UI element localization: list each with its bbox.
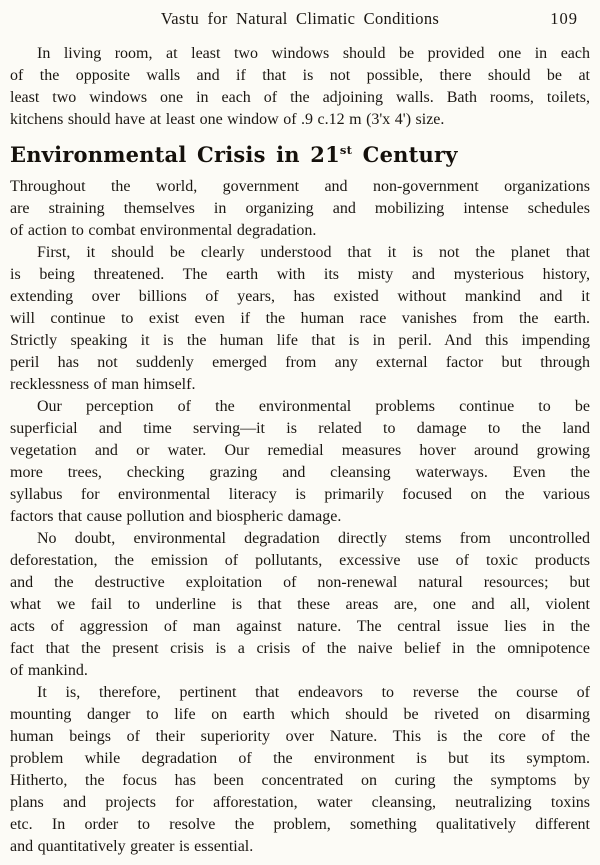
text-line: extending over billions of years, has existed without mankind and it	[10, 288, 590, 305]
text-line: will continue to exist even if the human race vanishes from the earth.	[10, 310, 590, 327]
paragraph	[10, 396, 590, 528]
text-line: of mankind.	[10, 662, 88, 679]
paragraph	[10, 242, 590, 396]
text-line: syllabus for environmental literacy is primarily focused on the various	[10, 486, 590, 503]
text-line: deforestation, the emission of pollutants, excessive use of toxic products	[10, 552, 590, 569]
text-line: of action to combat environmental degradation.	[10, 222, 317, 239]
text-line: In living room, at least two windows should be provided one in each	[37, 45, 590, 62]
text-line: etc. In order to resolve the problem, something qualitatively different	[10, 816, 590, 833]
text-line: human beings of their superiority over Nature. This is the core of the	[10, 728, 590, 745]
section-heading-text: Environmental Crisis in 21	[10, 142, 340, 167]
text-line: more trees, checking grazing and cleansing waterways. Even the	[10, 464, 590, 481]
text-line: mounting danger to life on earth which should be riveted on disarming	[10, 706, 590, 723]
text-line: of the opposite walls and if that is not possible, there should be at	[10, 67, 590, 84]
text-line: Throughout the world, government and non-government organizations	[10, 178, 590, 195]
text-line: problem while degradation of the environment is but its symptom.	[10, 750, 590, 767]
text-line: recklessness of man himself.	[10, 376, 196, 393]
text-line: Our perception of the environmental problems continue to be	[37, 398, 590, 415]
text-line: are straining themselves in organizing and mobilizing intense schedules	[10, 200, 590, 217]
page-body	[10, 43, 590, 858]
running-head	[10, 8, 590, 30]
section-heading	[10, 141, 590, 169]
paragraph	[10, 528, 590, 682]
text-line: and the destructive exploitation of non-renewal natural resources; but	[10, 574, 590, 591]
text-line: Hitherto, the focus has been concentrated on curing the symptoms by	[10, 772, 590, 789]
text-line: fact that the present crisis is a crisis of the naive belief in the omnipotence	[10, 640, 590, 657]
text-line: vegetation and or water. Our remedial measures hover around growing	[10, 442, 590, 459]
text-line: factors that cause pollution and biospheric damage.	[10, 508, 342, 525]
text-line: First, it should be clearly understood that it is not the planet that	[37, 244, 590, 261]
paragraph	[10, 176, 590, 242]
text-line: No doubt, environmental degradation directly stems from uncontrolled	[37, 530, 590, 547]
text-line: what we fail to underline is that these areas are, one and all, violent	[10, 596, 590, 613]
paragraph	[10, 682, 590, 858]
text-line: plans and projects for afforestation, water cleansing, neutralizing toxins	[10, 794, 590, 811]
text-line: least two windows one in each of the adjoining walls. Bath rooms, toilets,	[10, 89, 590, 106]
text-line: superficial and time serving—it is related to damage to the land	[10, 420, 590, 437]
text-line: Strictly speaking it is the human life that is in peril. And this impending	[10, 332, 590, 349]
text-line: acts of aggression of man against nature. The central issue lies in the	[10, 618, 590, 635]
section-heading-text: Century	[352, 142, 458, 167]
text-line: kitchens should have at least one window of .9 c.12 m (3'x 4') size.	[10, 111, 445, 128]
section-heading-superscript: st	[339, 143, 353, 157]
paragraph	[10, 43, 590, 131]
text-line: peril has not suddenly emerged from any external factor but through	[10, 354, 590, 371]
text-line: It is, therefore, pertinent that endeavors to reverse the course of	[37, 684, 590, 701]
text-line: is being threatened. The earth with its misty and mysterious history,	[10, 266, 590, 283]
running-head-title: Vastu for Natural Climatic Conditions	[160, 9, 440, 28]
page-number: 109	[550, 9, 578, 28]
text-line: and quantitatively greater is essential.	[10, 838, 254, 855]
